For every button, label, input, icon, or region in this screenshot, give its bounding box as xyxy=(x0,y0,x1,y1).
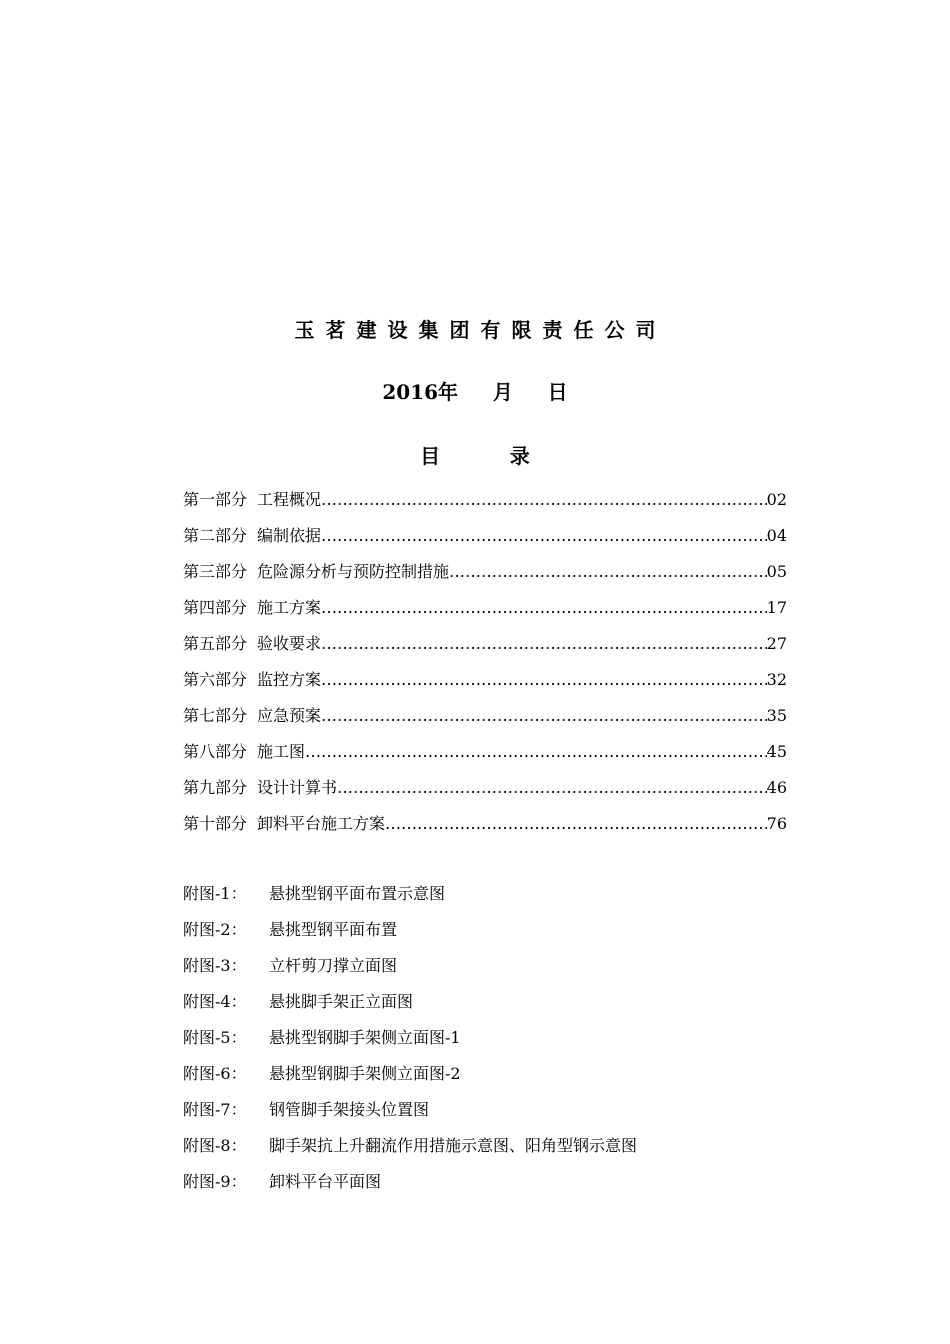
toc-page-number: 46 xyxy=(766,778,787,797)
appendix-label: 附图-8： xyxy=(183,1136,247,1155)
toc-entry[interactable] xyxy=(183,482,787,518)
table-of-contents xyxy=(183,482,787,842)
toc-leader-dots xyxy=(321,626,767,662)
toc-entry[interactable] xyxy=(183,770,787,806)
appendix-label: 附图-4： xyxy=(183,992,247,1011)
toc-page-number: 05 xyxy=(766,562,787,581)
toc-leader-dots xyxy=(321,518,767,554)
appendix-entry[interactable] xyxy=(183,1056,803,1092)
toc-title: 目 录 xyxy=(420,444,530,468)
toc-leader-dots xyxy=(321,662,767,698)
toc-part-label: 第八部分 xyxy=(183,742,248,761)
toc-entry[interactable] xyxy=(183,734,787,770)
document-date: 2016年 月 日 xyxy=(382,380,568,404)
toc-section-name: 危险源分析与预防控制措施 xyxy=(257,562,450,581)
appendix-label: 附图-3： xyxy=(183,956,247,975)
toc-entry[interactable] xyxy=(183,590,787,626)
appendix-title: 立杆剪刀撑立面图 xyxy=(269,956,398,975)
appendix-label: 附图-7： xyxy=(183,1100,247,1119)
appendix-title: 悬挑型钢脚手架侧立面图-2 xyxy=(269,1064,461,1083)
toc-page-number: 27 xyxy=(766,634,787,653)
toc-section-name: 监控方案 xyxy=(257,670,322,689)
toc-page-number: 02 xyxy=(766,490,787,509)
toc-leader-dots xyxy=(321,482,767,518)
toc-section-name: 验收要求 xyxy=(257,634,322,653)
toc-part-label: 第四部分 xyxy=(183,598,248,617)
toc-page-number: 45 xyxy=(766,742,787,761)
appendix-entry[interactable] xyxy=(183,912,803,948)
toc-leader-dots xyxy=(449,554,767,590)
appendix-title: 悬挑型钢平面布置示意图 xyxy=(269,884,446,903)
appendix-figure-list xyxy=(183,876,803,1200)
toc-leader-dots xyxy=(337,770,767,806)
toc-leader-dots xyxy=(385,806,767,842)
toc-entry[interactable] xyxy=(183,554,787,590)
toc-section-name: 卸料平台施工方案 xyxy=(257,814,386,833)
toc-page-number: 32 xyxy=(766,670,787,689)
appendix-entry[interactable] xyxy=(183,1128,803,1164)
toc-part-label: 第一部分 xyxy=(183,490,248,509)
toc-page-number: 04 xyxy=(766,526,787,545)
toc-part-label: 第七部分 xyxy=(183,706,248,725)
appendix-entry[interactable] xyxy=(183,876,803,912)
appendix-title: 悬挑型钢平面布置 xyxy=(269,920,398,939)
company-name: 玉茗建设集团有限责任公司 xyxy=(294,318,667,342)
appendix-title: 卸料平台平面图 xyxy=(269,1172,382,1191)
toc-entry[interactable] xyxy=(183,806,787,842)
toc-section-name: 应急预案 xyxy=(257,706,322,725)
toc-page-number: 35 xyxy=(766,706,787,725)
appendix-entry[interactable] xyxy=(183,1020,803,1056)
appendix-entry[interactable] xyxy=(183,948,803,984)
toc-part-label: 第九部分 xyxy=(183,778,248,797)
toc-leader-dots xyxy=(305,734,767,770)
toc-section-name: 设计计算书 xyxy=(257,778,338,797)
toc-page-number: 17 xyxy=(766,598,787,617)
toc-page-number: 76 xyxy=(766,814,787,833)
appendix-title: 脚手架抗上升翻流作用措施示意图、阳角型钢示意图 xyxy=(269,1136,638,1155)
toc-part-label: 第六部分 xyxy=(183,670,248,689)
appendix-label: 附图-1： xyxy=(183,884,247,903)
toc-part-label: 第三部分 xyxy=(183,562,248,581)
appendix-title: 悬挑脚手架正立面图 xyxy=(269,992,414,1011)
toc-entry[interactable] xyxy=(183,662,787,698)
toc-section-name: 施工方案 xyxy=(257,598,322,617)
toc-entry[interactable] xyxy=(183,518,787,554)
toc-part-label: 第五部分 xyxy=(183,634,248,653)
toc-part-label: 第二部分 xyxy=(183,526,248,545)
appendix-label: 附图-2： xyxy=(183,920,247,939)
toc-leader-dots xyxy=(321,698,767,734)
toc-entry[interactable] xyxy=(183,698,787,734)
appendix-entry[interactable] xyxy=(183,1092,803,1128)
toc-section-name: 工程概况 xyxy=(257,490,322,509)
toc-section-name: 施工图 xyxy=(257,742,306,761)
appendix-title: 悬挑型钢脚手架侧立面图-1 xyxy=(269,1028,461,1047)
appendix-entry[interactable] xyxy=(183,984,803,1020)
toc-leader-dots xyxy=(321,590,767,626)
toc-part-label: 第十部分 xyxy=(183,814,248,833)
appendix-label: 附图-9： xyxy=(183,1172,247,1191)
appendix-title: 钢管脚手架接头位置图 xyxy=(269,1100,430,1119)
toc-entry[interactable] xyxy=(183,626,787,662)
toc-section-name: 编制依据 xyxy=(257,526,322,545)
appendix-label: 附图-6： xyxy=(183,1064,247,1083)
appendix-label: 附图-5： xyxy=(183,1028,247,1047)
appendix-entry[interactable] xyxy=(183,1164,803,1200)
